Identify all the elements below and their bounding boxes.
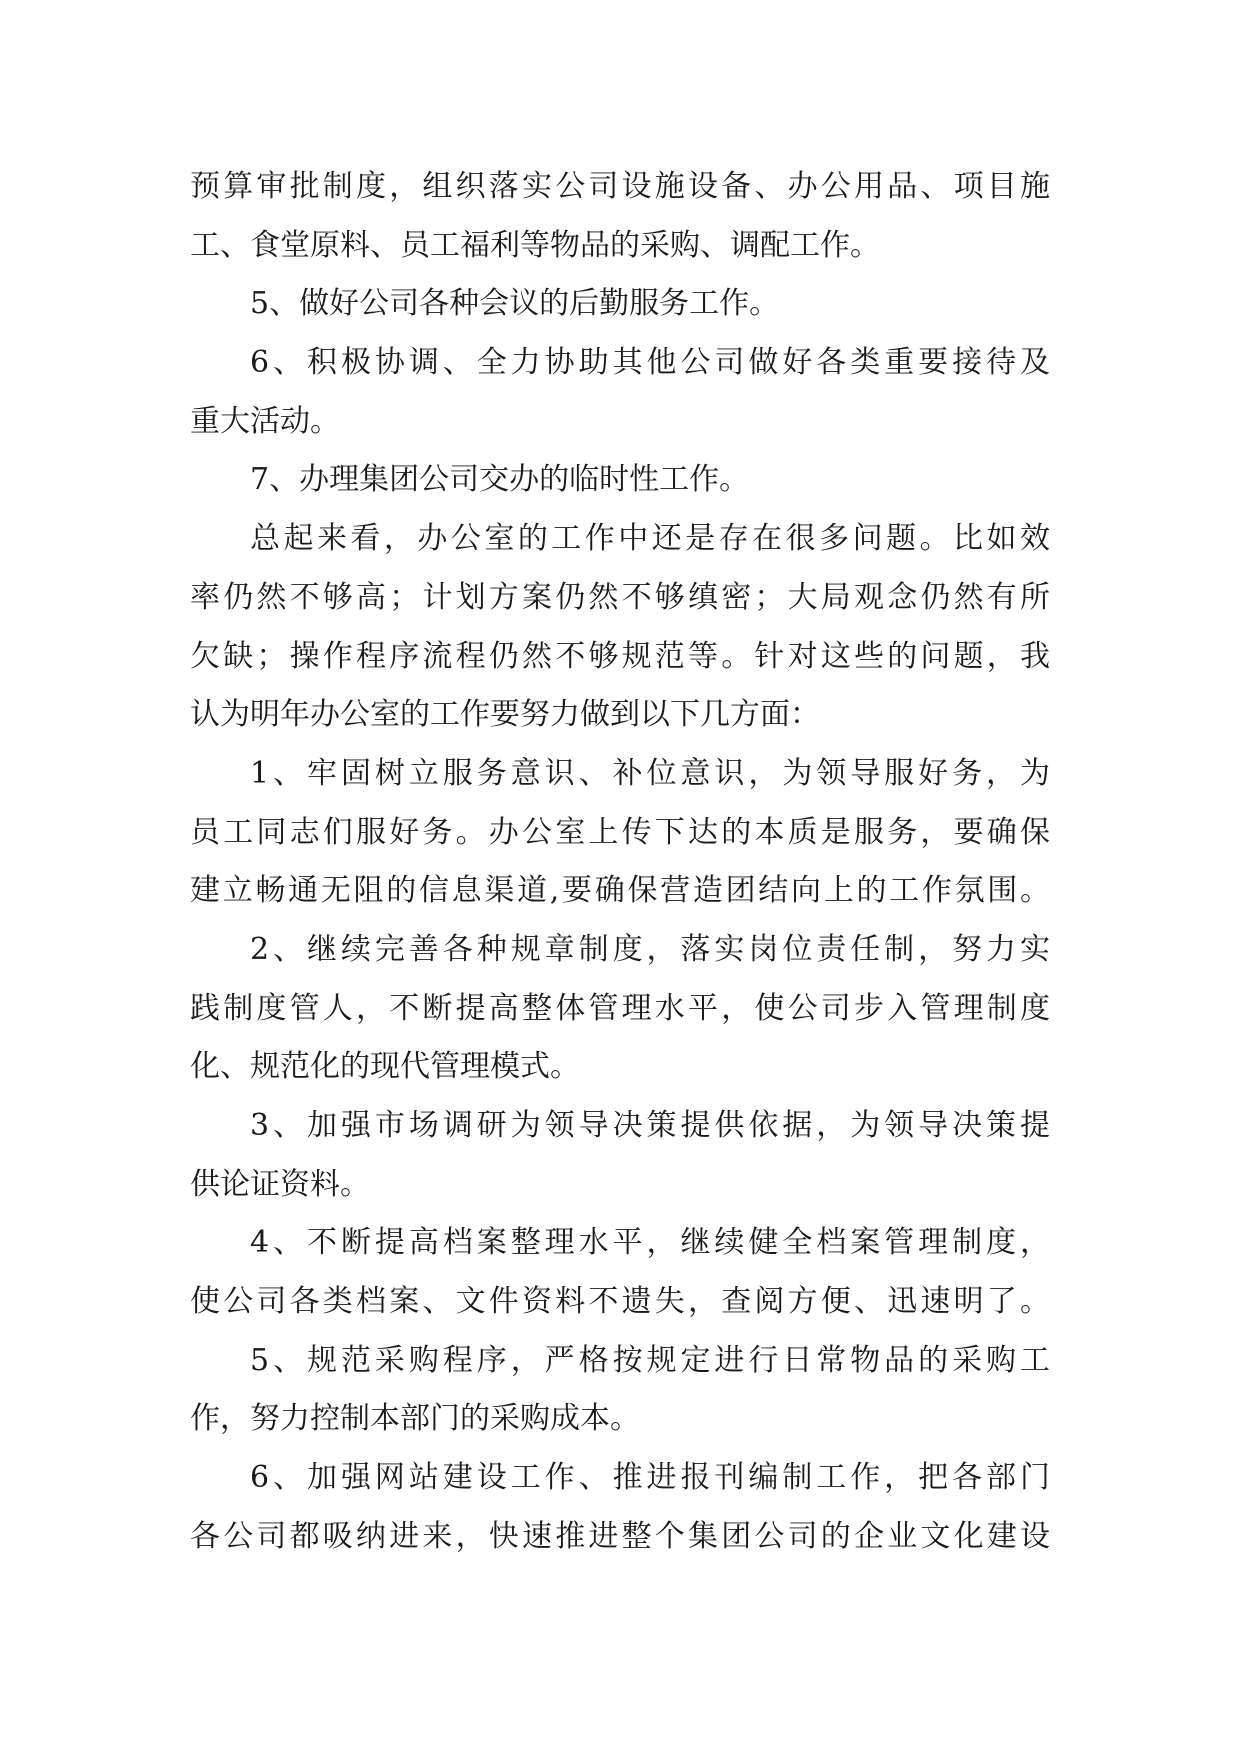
- text-line: 预算审批制度，组织落实公司设施设备、办公用品、项目施: [190, 169, 1050, 204]
- text-line: 6、加强网站建设工作、推进报刊编制工作，把各部门: [250, 1460, 1050, 1496]
- text-line: 建立畅通无阻的信息渠道,要确保营造团结向上的工作氛围。: [190, 873, 1050, 909]
- text-line: 欠缺；操作程序流程仍然不够规范等。针对这些的问题，我: [190, 638, 1050, 674]
- text-line: 率仍然不够高；计划方案仍然不够缜密；大局观念仍然有所: [190, 579, 1050, 615]
- text-line: 1、牢固树立服务意识、补位意识，为领导服好务，为: [250, 755, 1050, 791]
- text-line: 员工同志们服好务。办公室上传下达的本质是服务，要确保: [190, 814, 1050, 850]
- text-line: 3、加强市场调研为领导决策提供依据，为领导决策提: [250, 1108, 1050, 1143]
- text-line: 践制度管人，不断提高整体管理水平，使公司步入管理制度: [190, 990, 1050, 1026]
- text-line: 2、继续完善各种规章制度，落实岗位责任制，努力实: [250, 931, 1050, 967]
- text-line: 7、办理集团公司交办的临时性工作。: [250, 462, 750, 498]
- text-line: 作，努力控制本部门的采购成本。: [190, 1401, 640, 1437]
- text-line: 6、积极协调、全力协助其他公司做好各类重要接待及: [250, 345, 1050, 381]
- body-text: [190, 158, 1050, 1567]
- text-line: 化、规范化的现代管理模式。: [190, 1049, 580, 1085]
- text-line: 认为明年办公室的工作要努力做到以下几方面：: [190, 697, 820, 733]
- text-line: 使公司各类档案、文件资料不遗失，查阅方便、迅速明了。: [190, 1284, 1050, 1320]
- text-line: 各公司都吸纳进来，快速推进整个集团公司的企业文化建设: [190, 1518, 1050, 1554]
- text-line: 4、不断提高档案整理水平，继续健全档案管理制度，: [250, 1225, 1050, 1261]
- text-line: 5、做好公司各种会议的后勤服务工作。: [250, 286, 780, 322]
- text-line: 总起来看，办公室的工作中还是存在很多问题。比如效: [250, 521, 1050, 557]
- text-line: 供论证资料。: [190, 1166, 370, 1202]
- text-line: 5、规范采购程序，严格按规定进行日常物品的采购工: [250, 1342, 1050, 1378]
- text-line: 重大活动。: [190, 403, 340, 439]
- text-line: 工、食堂原料、员工福利等物品的采购、调配工作。: [190, 227, 880, 263]
